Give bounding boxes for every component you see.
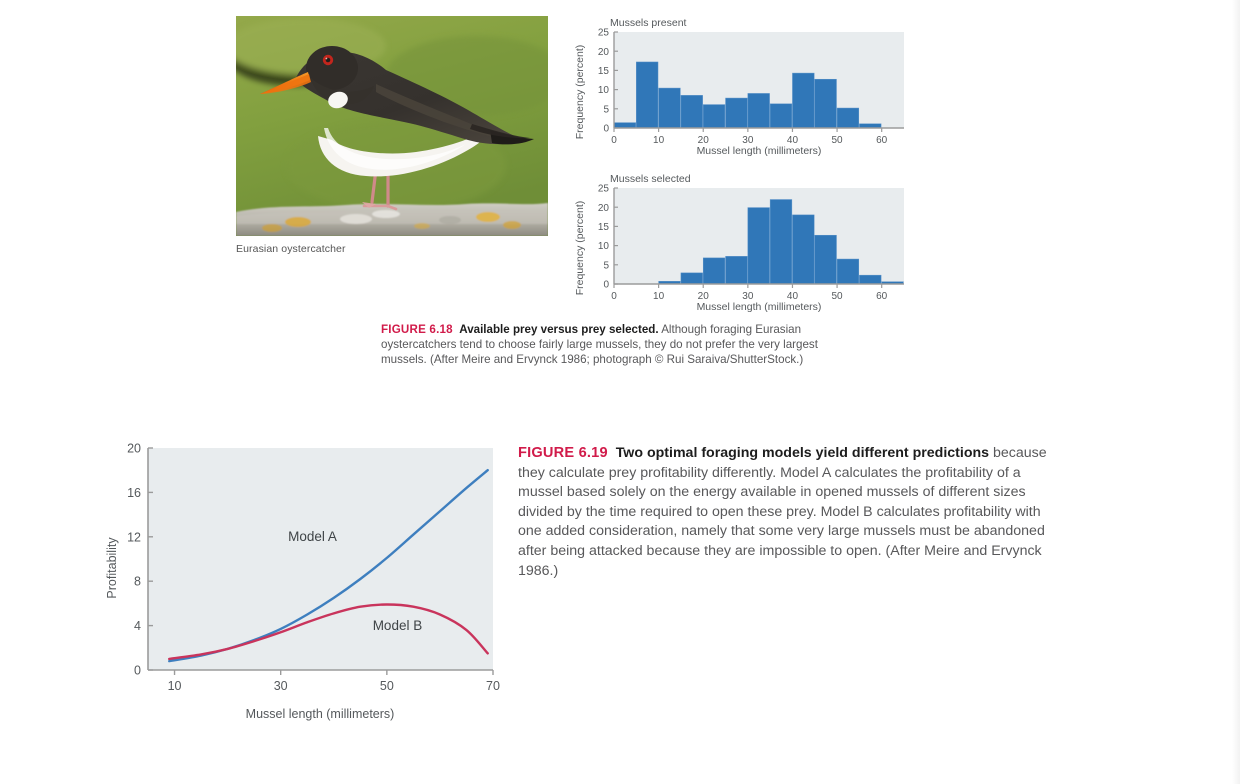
bar xyxy=(703,105,725,128)
photo-caption: Eurasian oystercatcher xyxy=(236,243,346,255)
x-tick-label: 30 xyxy=(742,135,754,146)
y-tick-label: 0 xyxy=(134,663,141,678)
bar xyxy=(703,258,725,284)
bar xyxy=(748,93,770,128)
series-label: Model A xyxy=(288,529,337,545)
y-tick-label: 25 xyxy=(597,27,609,39)
bar xyxy=(792,73,814,128)
chart-mussels-present xyxy=(570,14,915,159)
figure-618-number: FIGURE 6.18 xyxy=(381,323,453,336)
x-tick-label: 50 xyxy=(831,291,843,302)
y-tick-label: 20 xyxy=(127,441,141,456)
y-axis-label-selected: Frequency (percent) xyxy=(574,200,586,296)
x-tick-label: 0 xyxy=(611,135,617,146)
y-tick-label: 20 xyxy=(597,202,609,214)
x-tick-label: 0 xyxy=(611,291,617,302)
oystercatcher-photo-block xyxy=(236,16,548,255)
x-tick-label: 20 xyxy=(697,135,709,146)
x-tick-label: 10 xyxy=(653,135,665,146)
y-tick-label: 15 xyxy=(597,66,609,77)
chart-profitability-models xyxy=(100,438,515,733)
bar xyxy=(681,95,703,128)
bar xyxy=(636,62,658,128)
figure-618-caption xyxy=(381,322,853,368)
plot-area-selected xyxy=(598,184,904,302)
profitability-svg xyxy=(100,438,515,733)
bar xyxy=(770,104,792,128)
chart-mussels-selected xyxy=(570,170,915,315)
bar xyxy=(837,108,859,128)
series-label: Model B xyxy=(372,618,423,634)
x-tick-label: 40 xyxy=(786,291,799,302)
x-tick-label: 30 xyxy=(273,679,288,693)
y-axis-label-present: Frequency (percent) xyxy=(574,44,586,140)
bar xyxy=(815,79,837,128)
bar xyxy=(748,208,770,284)
y-tick-label: 8 xyxy=(134,574,141,589)
bar xyxy=(659,88,681,128)
y-tick-label: 5 xyxy=(603,104,609,116)
y-tick-label: 10 xyxy=(597,85,609,97)
bar xyxy=(815,235,837,284)
plot-area-profitability xyxy=(127,442,500,694)
x-tick-label: 30 xyxy=(742,291,754,302)
eurasian-oystercatcher-photo xyxy=(236,16,548,236)
figure-618-body: Although foraging Eurasian oystercatchers tend to choose fairly large mussels, they do not prefer the very largest mussels. (After Meire and Ervynck 1986; photograph © Rui Saraiva/ShutterStock.) xyxy=(381,323,818,367)
y-tick-label: 12 xyxy=(127,530,141,545)
x-axis-label-selected: Mussel length (millimeters) xyxy=(696,301,822,313)
plot-area-present xyxy=(598,28,904,146)
mussels-selected-svg xyxy=(570,170,915,315)
y-tick-label: 5 xyxy=(603,260,609,272)
x-tick-label: 50 xyxy=(379,679,394,693)
y-tick-label: 0 xyxy=(603,279,609,291)
y-tick-label: 10 xyxy=(597,241,609,253)
page-edge-shadow xyxy=(1232,0,1240,784)
x-tick-label: 50 xyxy=(831,135,843,146)
x-ticks-profitability xyxy=(168,670,500,693)
x-tick-label: 10 xyxy=(167,679,182,693)
x-axis-label-present: Mussel length (millimeters) xyxy=(696,145,822,157)
x-tick-label: 20 xyxy=(697,291,709,302)
x-ticks-selected xyxy=(611,284,887,302)
y-tick-label: 4 xyxy=(134,619,141,634)
x-tick-label: 60 xyxy=(876,291,888,302)
bar xyxy=(681,273,703,284)
figure-619-body: because they calculate prey profitability differently. Model A calculates the profitability of a mussel based solely on the energy available in opened mussels of different sizes divided by the time required to open these prey. Model B calculates profitability with one added consideration, namely that some very large mussels must be abandoned after being attacked because they are impossible to open. (After Meire and Ervynck 1986.) xyxy=(518,445,1047,579)
mussels-present-svg xyxy=(570,14,915,159)
y-tick-label: 16 xyxy=(127,485,141,500)
bar xyxy=(614,123,636,128)
y-tick-label: 20 xyxy=(597,46,609,58)
x-ticks-present xyxy=(611,128,887,146)
figure-619-caption xyxy=(518,444,1066,581)
y-tick-label: 0 xyxy=(603,123,609,135)
figure-619-number: FIGURE 6.19 xyxy=(518,445,608,461)
x-tick-label: 10 xyxy=(653,291,665,302)
bar xyxy=(726,256,748,284)
y-tick-label: 25 xyxy=(597,183,609,195)
y-tick-label: 15 xyxy=(597,222,609,233)
bar xyxy=(792,215,814,284)
figure-618-title: Available prey versus prey selected. xyxy=(459,323,659,336)
bar xyxy=(726,98,748,128)
x-tick-label: 60 xyxy=(876,135,888,146)
bar xyxy=(770,200,792,284)
bar xyxy=(837,259,859,284)
y-axis-label-profitability: Profitability xyxy=(105,537,119,599)
chart-title-mussels-selected: Mussels selected xyxy=(610,173,691,185)
x-tick-label: 70 xyxy=(486,679,500,693)
figure-619-title: Two optimal foraging models yield different predictions xyxy=(615,445,990,461)
x-axis-label-profitability: Mussel length (millimeters) xyxy=(245,707,395,721)
chart-title-mussels-present: Mussels present xyxy=(610,17,687,29)
bar xyxy=(859,275,881,284)
x-tick-label: 40 xyxy=(786,135,799,146)
